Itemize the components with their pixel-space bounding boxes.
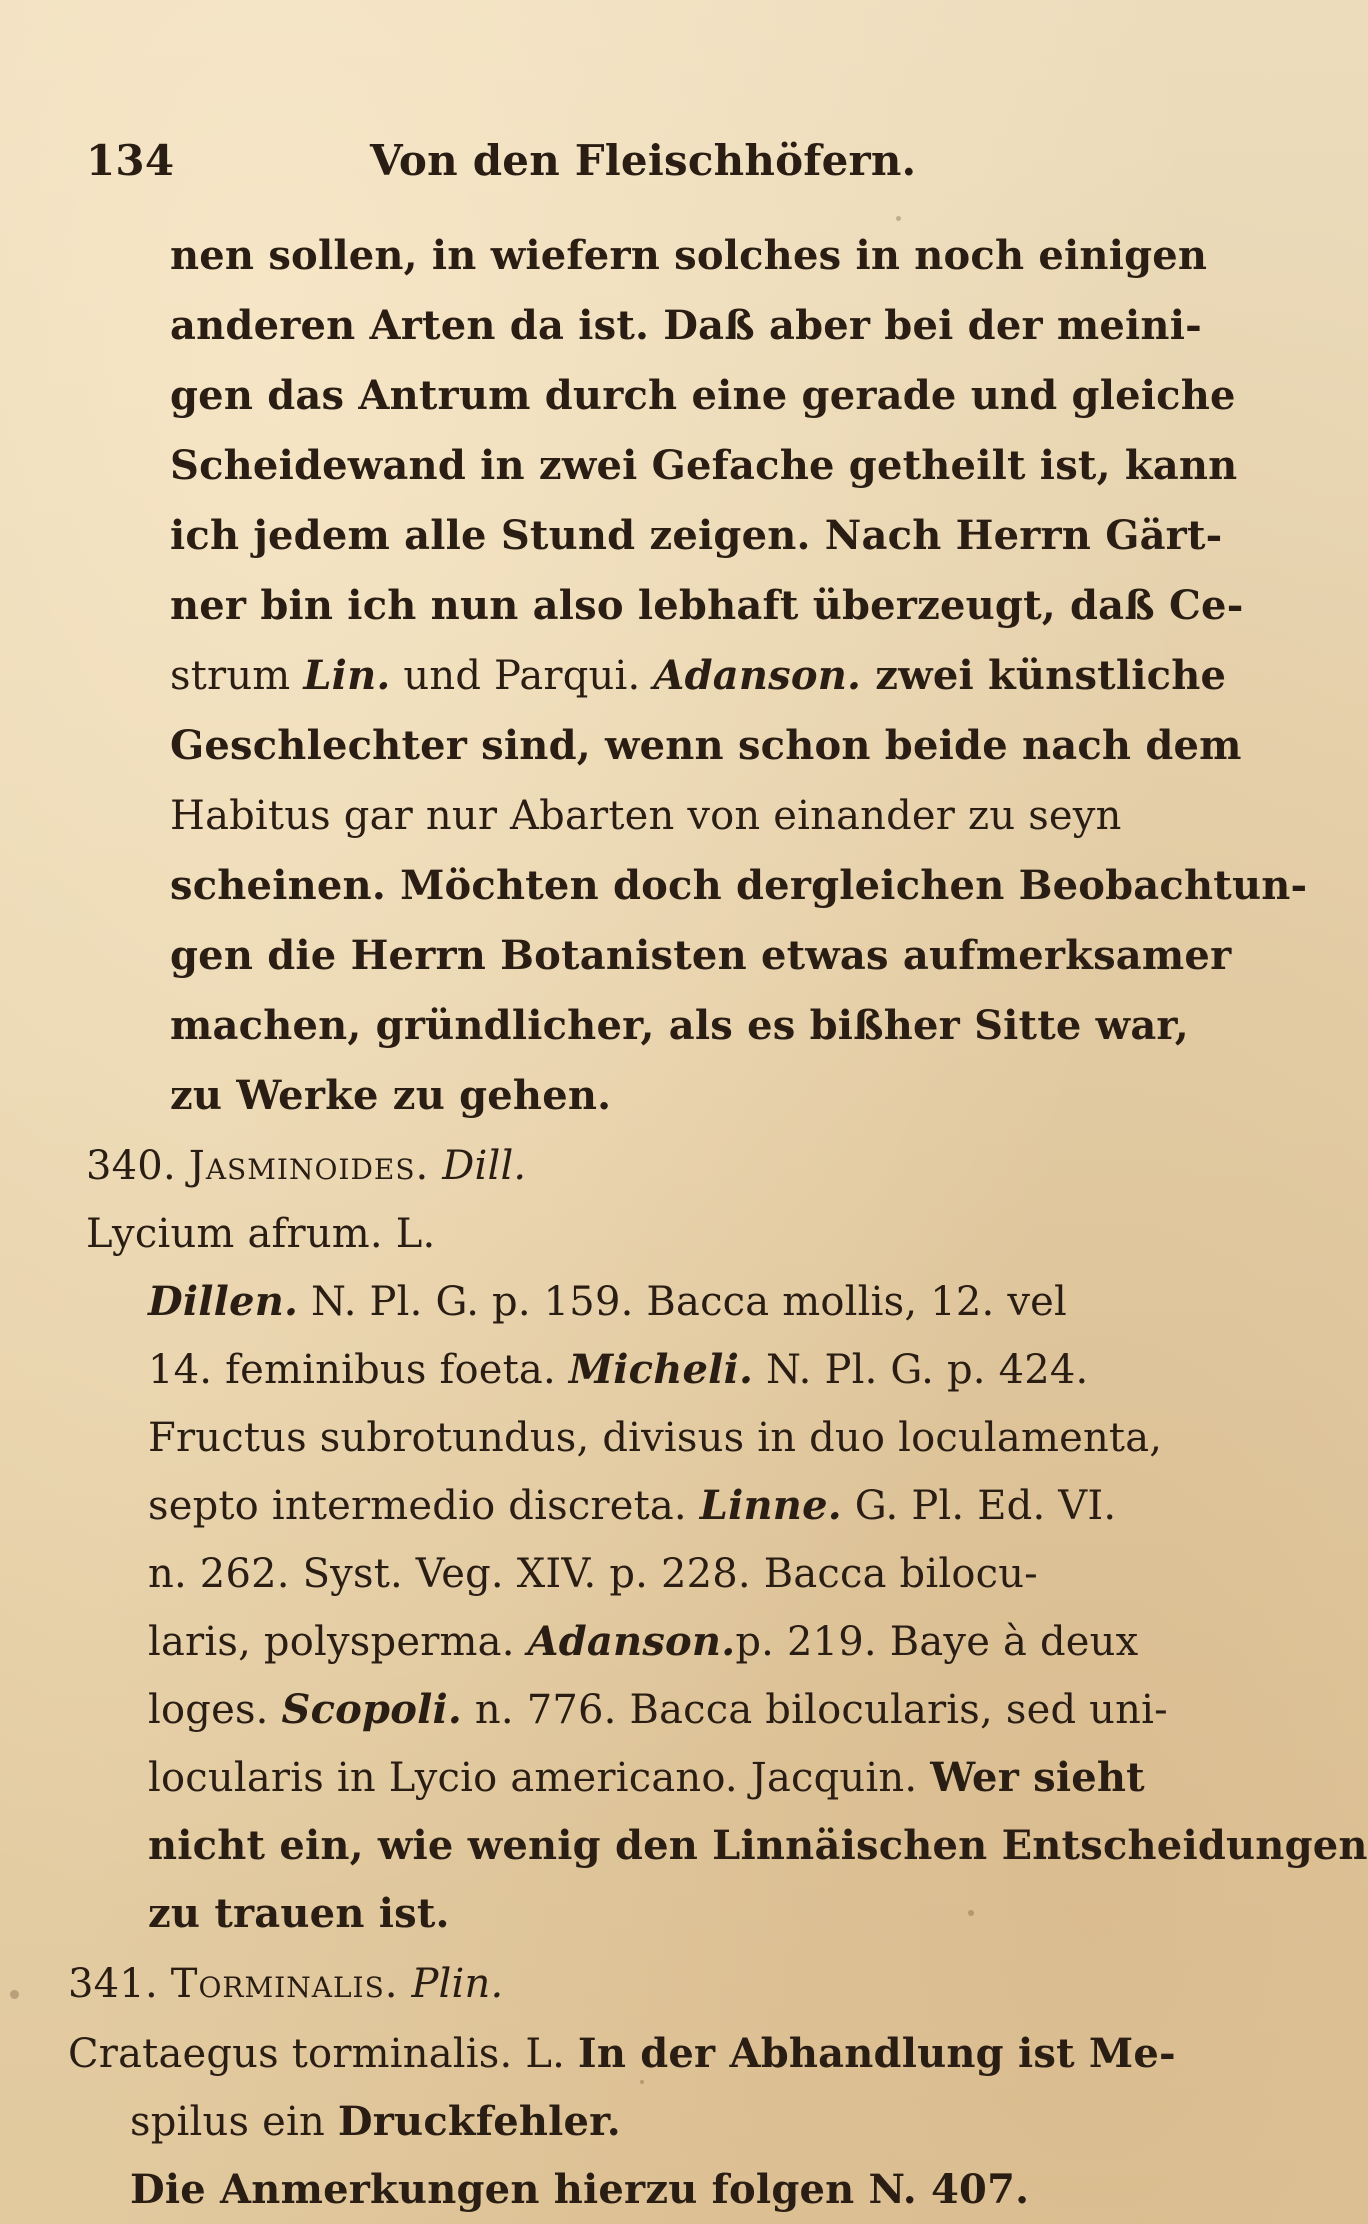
text-line [148,1346,1089,1393]
text-line [148,1754,1145,1801]
text-span: G. Pl. Ed. VI. [841,1483,1117,1529]
paper-speck [896,216,901,221]
text-line: ner bin ich nun also lebhaft überzeugt, daß Ce- [170,582,1244,629]
running-header: Von den Fleischhöfern. [370,136,917,185]
text-line [68,2030,1176,2077]
text-line: Habitus gar nur Abarten von einander zu seyn [170,793,1122,839]
text-line: zu trauen ist. [148,1890,450,1937]
text-line: machen, gründlicher, als es bißher Sitte war, [170,1002,1189,1049]
text-span: In der Abhandlung ist Me- [577,2030,1176,2077]
text-line: gen das Antrum durch eine gerade und gleiche [170,372,1236,419]
text-line: n. 262. Syst. Veg. XIV. p. 228. Bacca bilocu- [148,1551,1038,1597]
author-citation: Lin. [303,652,391,699]
entry-heading [68,1961,504,2007]
entry-number: 340. [86,1143,176,1189]
text-line: nen sollen, in wiefern solches in noch einigen [170,232,1208,279]
entry-heading [86,1143,527,1189]
entry-number: 341. [68,1961,158,2007]
text-line [148,1482,1117,1529]
text-span: und Parqui. [390,653,654,699]
text-span: zwei künstliche [861,652,1227,699]
author-citation: Micheli. [568,1346,754,1393]
species-name: Torminalis. [170,1961,399,2007]
text-line: nicht ein, wie wenig den Linnäischen Entscheidungen [148,1822,1368,1869]
text-span: Druckfehler. [337,2098,621,2145]
text-line: Fructus subrotundus, divisus in duo loculamenta, [148,1415,1163,1461]
author-citation: Linne. [699,1482,842,1529]
text-line [130,2098,621,2145]
text-line [148,1686,1168,1733]
text-span: N. Pl. G. p. 424. [753,1347,1089,1393]
paper-speck [10,1990,19,1999]
text-line: Scheidewand in zwei Gefache getheilt ist, kann [170,442,1238,489]
page-number: 134 [86,136,175,185]
text-span: locularis in Lycio americano. Jacquin. [148,1755,931,1801]
text-line: anderen Arten da ist. Daß aber bei der meini- [170,302,1202,349]
species-name: Jasminoides. [188,1143,430,1189]
text-line: Geschlechter sind, wenn schon beide nach dem [170,722,1242,769]
text-line [148,1278,1067,1325]
entry-author: Dill. [442,1143,527,1189]
text-line [170,652,1227,699]
text-span: n. 776. Bacca bilocularis, sed uni- [462,1687,1168,1733]
author-citation: Adanson. [653,652,862,699]
text-line [148,1618,1139,1665]
synonym-line: Lycium afrum. L. [86,1211,436,1257]
text-span: Wer sieht [930,1754,1145,1801]
text-line: ich jedem alle Stund zeigen. Nach Herrn Gärt- [170,512,1223,559]
author-citation: Scopoli. [281,1686,463,1733]
author-citation: Dillen. [148,1278,299,1325]
text-line: zu Werke zu gehen. [170,1072,612,1119]
text-line: gen die Herrn Botanisten etwas aufmerksamer [170,932,1232,979]
text-span: septo intermedio discreta. [148,1483,700,1529]
text-span: strum [170,653,304,699]
text-line: scheinen. Möchten doch dergleichen Beobachtun- [170,862,1308,909]
text-span: p. 219. Baye à deux [735,1619,1139,1665]
author-citation: Adanson. [527,1618,736,1665]
entry-author: Plin. [411,1961,504,2007]
text-span: spilus ein [130,2099,338,2145]
text-span: N. Pl. G. p. 159. Bacca mollis, 12. vel [298,1279,1067,1325]
text-span: laris, polysperma. [148,1619,528,1665]
text-span: loges. [148,1687,282,1733]
paper-speck [968,1910,974,1916]
text-line: Die Anmerkungen hierzu folgen N. 407. [130,2166,1030,2213]
text-span: 14. feminibus foeta. [148,1347,569,1393]
paper-speck [640,2080,644,2084]
text-span: Crataegus torminalis. L. [68,2031,578,2077]
